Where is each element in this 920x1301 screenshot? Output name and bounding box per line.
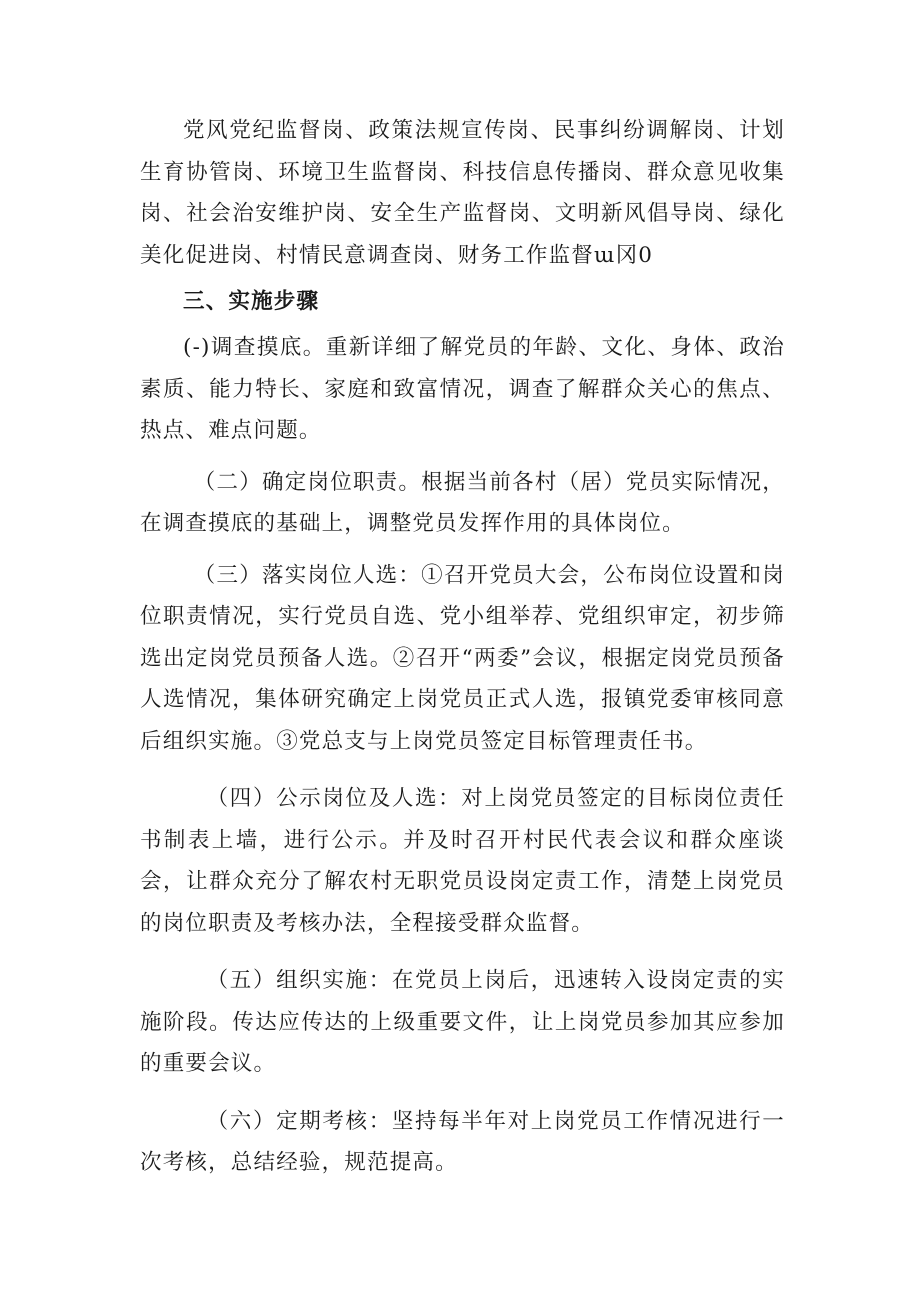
step-2-paragraph: （二）确定岗位职责。根据当前各村（居）党员实际情况，在调查摸底的基础上，调整党员发挥作用的具体岗位。	[140, 469, 785, 536]
step-1-paragraph: (-)调查摸底。重新详细了解党员的年龄、文化、身体、政治素质、能力特长、家庭和致富情况，调查了解群众关心的焦点、热点、难点问题。	[140, 335, 785, 443]
spacer	[140, 545, 785, 555]
document-body	[140, 110, 785, 1184]
step-6-paragraph: （六）定期考核：坚持每半年对上岗党员工作情况进行一次考核，总结经验，规范提高。	[140, 1108, 785, 1175]
spacer	[140, 276, 785, 279]
step-4-paragraph: （四）公示岗位及人选：对上岗党员签定的目标岗位责任书制表上墙，进行公示。并及时召开村民代表会议和群众座谈会，让群众充分了解农村无职党员设岗定责工作，清楚上岗党员的岗位职责及考核办法，全程接受群众监督。	[140, 786, 785, 936]
spacer	[140, 944, 785, 960]
section-heading-implementation-steps: 三、实施步骤	[183, 289, 320, 314]
intro-paragraph: 党风党纪监督岗、政策法规宣传岗、民事纠纷调解岗、计划生育协管岗、环境卫生监督岗、科技信息传播岗、群众意见收集岗、社会治安维护岗、安全生产监督岗、文明新风倡导岗、绿化美化促进岗、村情民意调查岗、财务工作监督ɯ冈0	[140, 118, 785, 268]
step-3-paragraph: （三）落实岗位人选：①召开党员大会，公布岗位设置和岗位职责情况，实行党员自选、党小组举荐、党组织审定，初步筛选出定岗党员预备人选。②召开“两委”会议，根据定岗党员预备人选情况，集体研究确定上岗党员正式人选，报镇党委审核同意后组织实施。③党总支与上岗党员签定目标管理责任书。	[140, 562, 785, 754]
spacer	[140, 762, 785, 778]
step-5-paragraph: （五）组织实施：在党员上岗后，迅速转入设岗定责的实施阶段。传达应传达的上级重要文件，让上岗党员参加其应参加的重要会议。	[140, 968, 785, 1076]
spacer	[140, 452, 785, 462]
spacer	[140, 1085, 785, 1101]
